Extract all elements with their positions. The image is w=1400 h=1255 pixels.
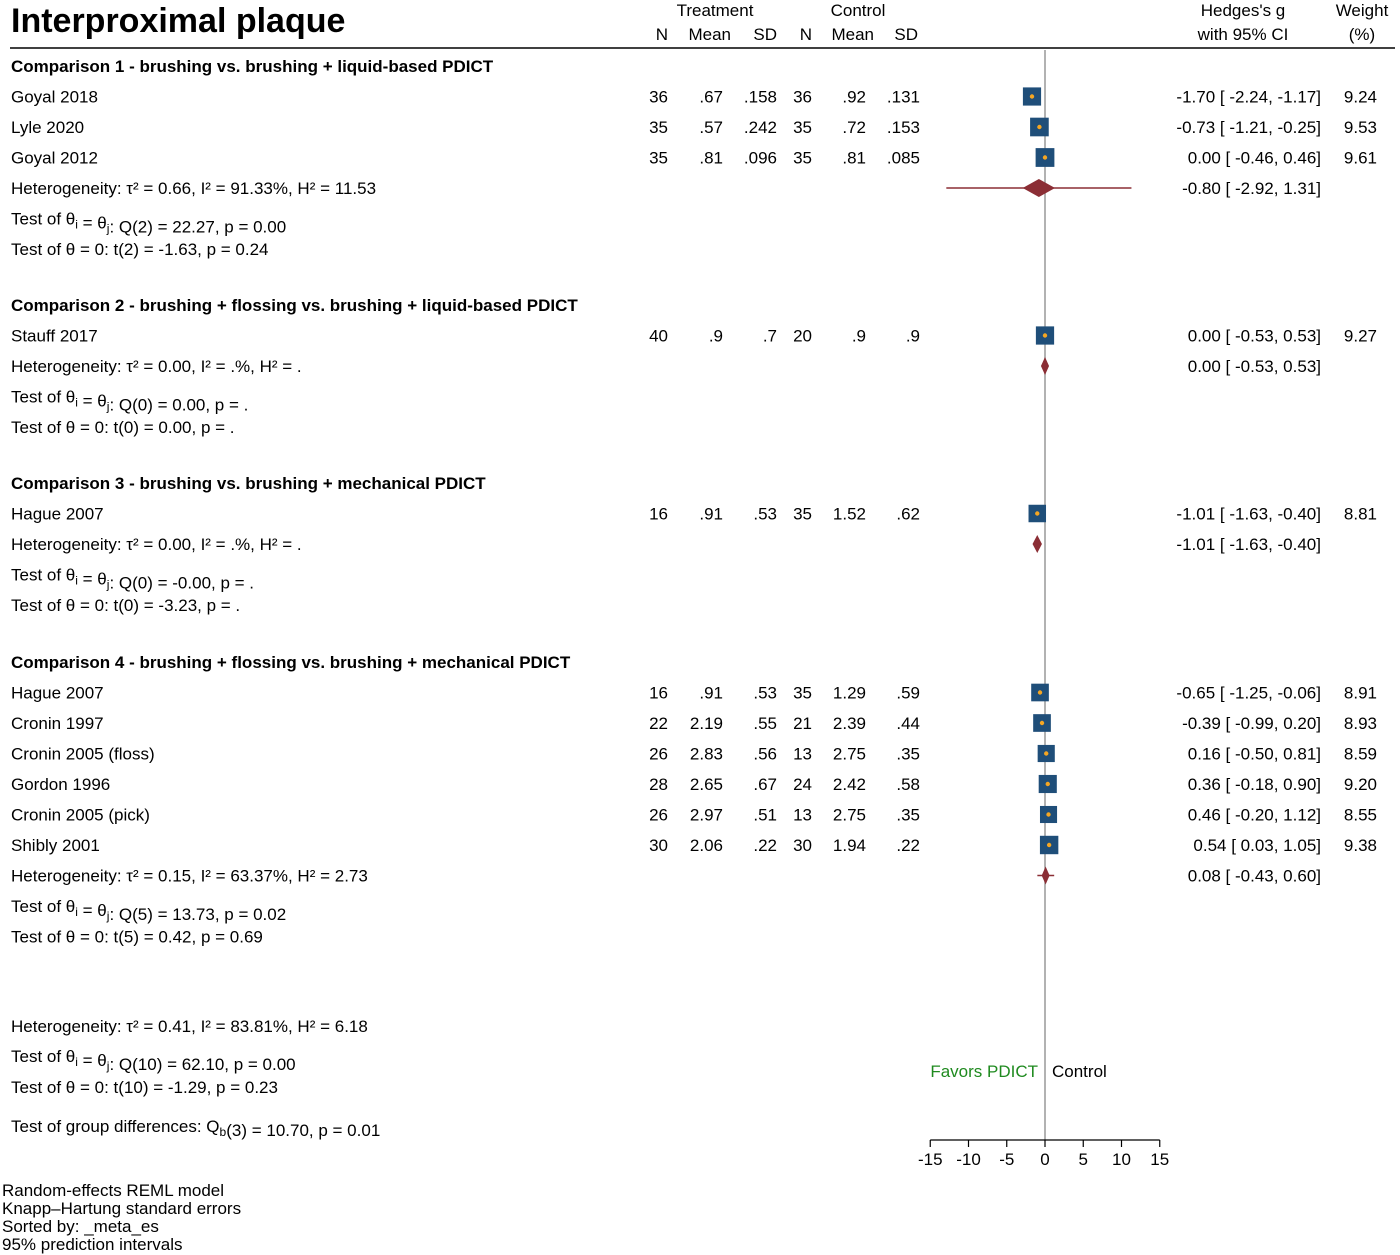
study-control-sd: .35 xyxy=(896,805,920,825)
study-ci: -1.70 [ -2.24, -1.17] xyxy=(1176,87,1321,107)
study-treatment-mean: .81 xyxy=(699,148,723,168)
overall-heterogeneity: Heterogeneity: τ² = 0.41, I² = 83.81%, H² = 6.18 xyxy=(11,1017,368,1036)
study-weight: 8.81 xyxy=(1343,504,1377,524)
favors-right-label: Control xyxy=(1052,1062,1107,1081)
header-weight-pct: (%) xyxy=(1348,25,1376,44)
study-control-mean: 1.94 xyxy=(832,836,866,855)
study-label: Cronin 1997 xyxy=(11,714,104,733)
study-treatment-sd: .096 xyxy=(743,148,777,168)
study-control-sd: .131 xyxy=(886,87,920,107)
study-treatment-n: 35 xyxy=(649,118,668,137)
study-weight: 9.24 xyxy=(1343,87,1377,107)
study-label: Stauff 2017 xyxy=(11,326,98,346)
group-homogeneity-test: Test of $\theta_i = \theta_j$: Q(2) = 22.27, p = 0.00 xyxy=(11,209,287,237)
group-heterogeneity: Heterogeneity: τ² = 0.66, I² = 91.33%, H² = 11.53 xyxy=(11,179,377,198)
study-treatment-sd: .67 xyxy=(753,775,777,794)
study-control-mean: 2.39 xyxy=(832,714,866,733)
header-control-mean: Mean xyxy=(831,25,874,44)
study-control-sd: .62 xyxy=(896,504,920,524)
study-weight: 8.93 xyxy=(1343,714,1377,733)
x-tick-label: -10 xyxy=(956,1150,981,1169)
header-effect: Hedges's g xyxy=(1200,1,1286,20)
study-label: Hague 2007 xyxy=(11,683,104,703)
study-weight: 9.61 xyxy=(1343,148,1377,168)
study-control-n: 13 xyxy=(793,744,812,764)
overall-effect-test: Test of θ = 0: t(10) = -1.29, p = 0.23 xyxy=(11,1078,278,1097)
footnote: Random-effects REML model xyxy=(2,1181,225,1200)
study-control-sd: .35 xyxy=(896,744,920,764)
study-treatment-sd: .242 xyxy=(743,118,777,137)
study-control-sd: .59 xyxy=(896,683,920,703)
study-point xyxy=(1043,155,1047,159)
footnote: 95% prediction intervals xyxy=(2,1235,183,1254)
group-effect-test: Test of θ = 0: t(0) = 0.00, p = . xyxy=(11,418,235,437)
group-homogeneity-test: Test of $\theta_i = \theta_j$: Q(0) = 0.00, p = . xyxy=(11,387,249,415)
header-treatment-n: N xyxy=(655,25,668,44)
study-ci: -0.65 [ -1.25, -0.06] xyxy=(1176,683,1321,703)
study-weight: 8.91 xyxy=(1343,683,1377,703)
x-tick-label: 10 xyxy=(1112,1150,1131,1169)
study-ci: 0.36 [ -0.18, 0.90] xyxy=(1187,775,1321,794)
study-treatment-n: 16 xyxy=(649,683,668,703)
study-treatment-mean: 2.65 xyxy=(689,775,723,794)
study-point xyxy=(1043,333,1047,337)
study-control-n: 35 xyxy=(793,504,812,524)
study-label: Goyal 2012 xyxy=(11,148,98,168)
header-effect-ci: with 95% CI xyxy=(1197,25,1289,44)
study-control-sd: .085 xyxy=(886,148,920,168)
study-control-sd: .58 xyxy=(896,775,920,794)
study-control-mean: 2.42 xyxy=(832,775,866,794)
study-control-mean: .72 xyxy=(842,118,866,137)
study-label: Lyle 2020 xyxy=(11,118,85,137)
study-ci: 0.00 [ -0.53, 0.53] xyxy=(1187,326,1321,346)
header-treatment: Treatment xyxy=(676,1,754,20)
study-weight: 9.27 xyxy=(1343,326,1377,346)
chart-title: Interproximal plaque xyxy=(11,2,346,40)
study-treatment-n: 26 xyxy=(649,744,668,764)
study-ci: 0.46 [ -0.20, 1.12] xyxy=(1187,805,1321,825)
study-point xyxy=(1038,690,1042,694)
footnote: Knapp–Hartung standard errors xyxy=(2,1199,242,1218)
group-title: Comparison 3 - brushing vs. brushing + mechanical PDICT xyxy=(11,474,486,493)
study-treatment-sd: .53 xyxy=(753,683,777,703)
x-tick-label: 0 xyxy=(1040,1150,1050,1169)
study-treatment-sd: .158 xyxy=(743,87,777,107)
x-tick-label: -5 xyxy=(999,1150,1015,1169)
study-weight: 9.53 xyxy=(1343,118,1377,137)
study-point xyxy=(1035,511,1039,515)
group-effect-test: Test of θ = 0: t(0) = -3.23, p = . xyxy=(11,596,241,615)
header-treatment-sd: SD xyxy=(753,25,777,44)
study-label: Cronin 2005 (pick) xyxy=(11,805,150,825)
study-control-mean: 1.29 xyxy=(832,683,866,703)
study-ci: -0.73 [ -1.21, -0.25] xyxy=(1176,118,1321,137)
x-tick-label: 15 xyxy=(1150,1150,1170,1169)
study-control-n: 30 xyxy=(793,836,812,855)
study-point xyxy=(1046,782,1050,786)
group-heterogeneity: Heterogeneity: τ² = 0.00, I² = .%, H² = . xyxy=(11,357,302,376)
study-control-mean: 2.75 xyxy=(832,805,866,825)
header-treatment-mean: Mean xyxy=(688,25,731,44)
study-weight: 8.59 xyxy=(1343,744,1377,764)
study-ci: 0.54 [ 0.03, 1.05] xyxy=(1193,836,1321,855)
header-control-n: N xyxy=(799,25,812,44)
study-control-n: 35 xyxy=(793,683,812,703)
group-title: Comparison 2 - brushing + flossing vs. brushing + liquid-based PDICT xyxy=(11,296,578,315)
study-weight: 9.38 xyxy=(1343,836,1377,855)
study-control-n: 36 xyxy=(793,87,812,107)
study-control-mean: 1.52 xyxy=(832,504,866,524)
study-control-sd: .9 xyxy=(905,326,920,346)
study-treatment-mean: .9 xyxy=(708,326,723,346)
group-homogeneity-test: Test of $\theta_i = \theta_j$: Q(0) = -0.00, p = . xyxy=(11,565,255,593)
study-control-mean: .81 xyxy=(842,148,866,168)
study-control-mean: 2.75 xyxy=(832,744,866,764)
study-control-n: 35 xyxy=(793,148,812,168)
study-control-n: 13 xyxy=(793,805,812,825)
study-treatment-sd: .22 xyxy=(753,836,777,855)
study-treatment-n: 22 xyxy=(649,714,668,733)
study-control-sd: .44 xyxy=(896,714,920,733)
study-treatment-n: 26 xyxy=(649,805,668,825)
study-treatment-mean: 2.19 xyxy=(689,714,723,733)
study-control-n: 20 xyxy=(793,326,812,346)
study-ci: -0.39 [ -0.99, 0.20] xyxy=(1182,714,1321,733)
study-treatment-mean: .67 xyxy=(699,87,723,107)
study-treatment-n: 30 xyxy=(649,836,668,855)
study-treatment-mean: 2.83 xyxy=(689,744,723,764)
study-treatment-mean: .57 xyxy=(699,118,723,137)
x-tick-label: -15 xyxy=(917,1150,943,1169)
group-title: Comparison 4 - brushing + flossing vs. brushing + mechanical PDICT xyxy=(11,653,571,672)
study-treatment-sd: .56 xyxy=(753,744,777,764)
study-point xyxy=(1044,751,1048,755)
study-ci: -1.01 [ -1.63, -0.40] xyxy=(1176,504,1321,524)
study-treatment-sd: .55 xyxy=(753,714,777,733)
study-label: Hague 2007 xyxy=(11,504,104,524)
study-point xyxy=(1030,94,1034,98)
group-effect-test: Test of θ = 0: t(2) = -1.63, p = 0.24 xyxy=(11,240,269,259)
study-control-mean: .92 xyxy=(842,87,866,107)
group-heterogeneity: Heterogeneity: τ² = 0.00, I² = .%, H² = . xyxy=(11,535,302,554)
study-treatment-sd: .51 xyxy=(753,805,777,825)
study-control-n: 24 xyxy=(793,775,812,794)
header-control-sd: SD xyxy=(894,25,918,44)
study-control-sd: .153 xyxy=(886,118,920,137)
study-treatment-mean: 2.97 xyxy=(689,805,723,825)
study-treatment-n: 35 xyxy=(649,148,668,168)
group-summary-diamond xyxy=(1033,535,1042,553)
overall-homogeneity-test: Test of $\theta_i = \theta_j$: Q(10) = 62.10, p = 0.00 xyxy=(11,1047,296,1074)
header-control: Control xyxy=(830,1,886,20)
group-differences-test: Test of group differences: $Q_b(3) = 10.70$, p = 0.01 xyxy=(11,1117,381,1140)
group-homogeneity-test: Test of $\theta_i = \theta_j$: Q(5) = 13.73, p = 0.02 xyxy=(11,897,287,924)
group-summary-ci: -1.01 [ -1.63, -0.40] xyxy=(1176,535,1321,554)
study-treatment-sd: .7 xyxy=(762,326,777,346)
study-treatment-sd: .53 xyxy=(753,504,777,524)
header-weight: Weight xyxy=(1335,1,1389,20)
study-treatment-n: 28 xyxy=(649,775,668,794)
group-summary-ci: 0.00 [ -0.53, 0.53] xyxy=(1187,357,1321,376)
study-label: Shibly 2001 xyxy=(11,836,100,855)
group-summary-diamond xyxy=(1042,867,1050,885)
group-summary-diamond xyxy=(1023,179,1055,197)
x-tick-label: 5 xyxy=(1078,1150,1088,1169)
study-point xyxy=(1047,843,1051,847)
group-summary-ci: 0.08 [ -0.43, 0.60] xyxy=(1187,866,1321,886)
group-title: Comparison 1 - brushing vs. brushing + liquid-based PDICT xyxy=(11,57,494,76)
group-summary-diamond xyxy=(1041,357,1049,375)
study-treatment-n: 40 xyxy=(649,326,668,346)
study-label: Gordon 1996 xyxy=(11,775,111,794)
study-ci: 0.00 [ -0.46, 0.46] xyxy=(1187,148,1321,168)
study-weight: 9.20 xyxy=(1343,775,1377,794)
study-label: Goyal 2018 xyxy=(11,87,98,107)
footnote: Sorted by: _meta_es xyxy=(2,1217,159,1236)
study-point xyxy=(1046,812,1050,816)
study-control-mean: .9 xyxy=(851,326,866,346)
study-treatment-mean: 2.06 xyxy=(689,836,723,855)
study-point xyxy=(1037,125,1041,129)
study-treatment-n: 16 xyxy=(649,504,668,524)
study-treatment-mean: .91 xyxy=(699,504,723,524)
study-weight: 8.55 xyxy=(1343,805,1377,825)
study-treatment-mean: .91 xyxy=(699,683,723,703)
study-label: Cronin 2005 (floss) xyxy=(11,744,155,764)
study-control-sd: .22 xyxy=(896,836,920,855)
study-ci: 0.16 [ -0.50, 0.81] xyxy=(1187,744,1321,764)
study-point xyxy=(1040,721,1044,725)
study-control-n: 35 xyxy=(793,118,812,137)
group-summary-ci: -0.80 [ -2.92, 1.31] xyxy=(1182,179,1321,198)
study-treatment-n: 36 xyxy=(649,87,668,107)
group-heterogeneity: Heterogeneity: τ² = 0.15, I² = 63.37%, H² = 2.73 xyxy=(11,866,368,886)
study-control-n: 21 xyxy=(793,714,812,733)
group-effect-test: Test of θ = 0: t(5) = 0.42, p = 0.69 xyxy=(11,927,263,947)
favors-left-label: Favors PDICT xyxy=(930,1062,1038,1081)
